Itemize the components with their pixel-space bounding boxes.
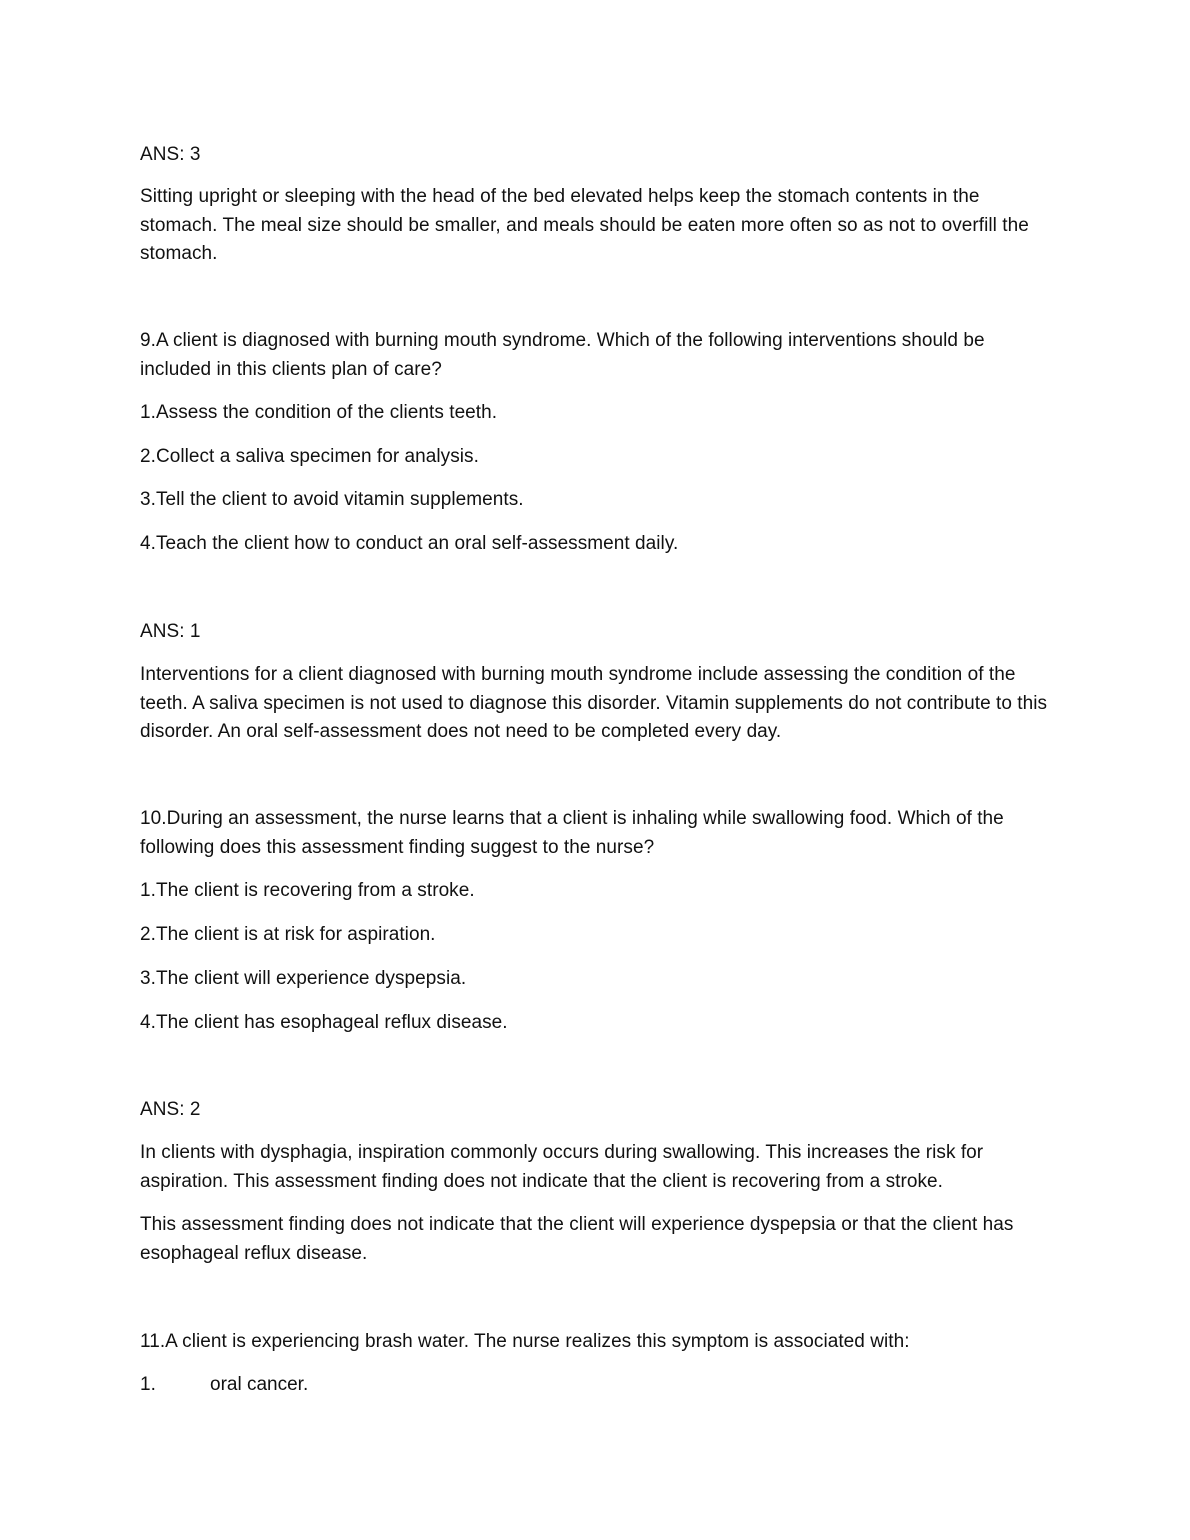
answer-label-q10: ANS: 2 (140, 1099, 201, 1120)
question-stem-q11: 11.A client is experiencing brash water. The nurse realizes this symptom is associated with: (140, 1331, 910, 1352)
option-q11-1-text: oral cancer. (210, 1374, 309, 1395)
rationale-q8: Sitting upright or sleeping with the head of the bed elevated helps keep the stomach contents in the stomach. The meal size should be smaller, and meals should be eaten more often so as not to overfill the stomach. (140, 186, 1029, 264)
option-q9-4: 4.Teach the client how to conduct an oral self-assessment daily. (140, 533, 679, 554)
option-q11-1-number: 1. (140, 1374, 156, 1395)
rationale-q10-part2: This assessment finding does not indicate that the client will experience dyspepsia or that the client has esophageal reflux disease. (140, 1214, 1014, 1264)
answer-label-q9: ANS: 1 (140, 621, 201, 642)
rationale-q10-part1: In clients with dysphagia, inspiration commonly occurs during swallowing. This increases the risk for aspiration. This assessment finding does not indicate that the client is recovering from a stroke. (140, 1142, 984, 1192)
question-stem-q9: 9.A client is diagnosed with burning mouth syndrome. Which of the following interventions should be included in this clients plan of care? (140, 330, 985, 380)
answer-label-q8: ANS: 3 (140, 144, 201, 165)
option-q10-3: 3.The client will experience dyspepsia. (140, 968, 467, 989)
option-q9-3: 3.Tell the client to avoid vitamin supplements. (140, 489, 524, 510)
question-stem-q10: 10.During an assessment, the nurse learns that a client is inhaling while swallowing food. Which of the following does this assessment finding suggest to the nurse? (140, 808, 1004, 858)
option-q10-1: 1.The client is recovering from a stroke. (140, 880, 475, 901)
rationale-q9: Interventions for a client diagnosed with burning mouth syndrome include assessing the condition of the teeth. A saliva specimen is not used to diagnose this disorder. Vitamin supplements do not contribute to this disorder. An oral self-assessment does not need to be completed every day. (140, 664, 1048, 742)
option-q9-2: 2.Collect a saliva specimen for analysis. (140, 446, 479, 467)
option-q10-4: 4.The client has esophageal reflux disease. (140, 1012, 508, 1033)
option-q9-1: 1.Assess the condition of the clients teeth. (140, 402, 498, 423)
option-q10-2: 2.The client is at risk for aspiration. (140, 924, 436, 945)
